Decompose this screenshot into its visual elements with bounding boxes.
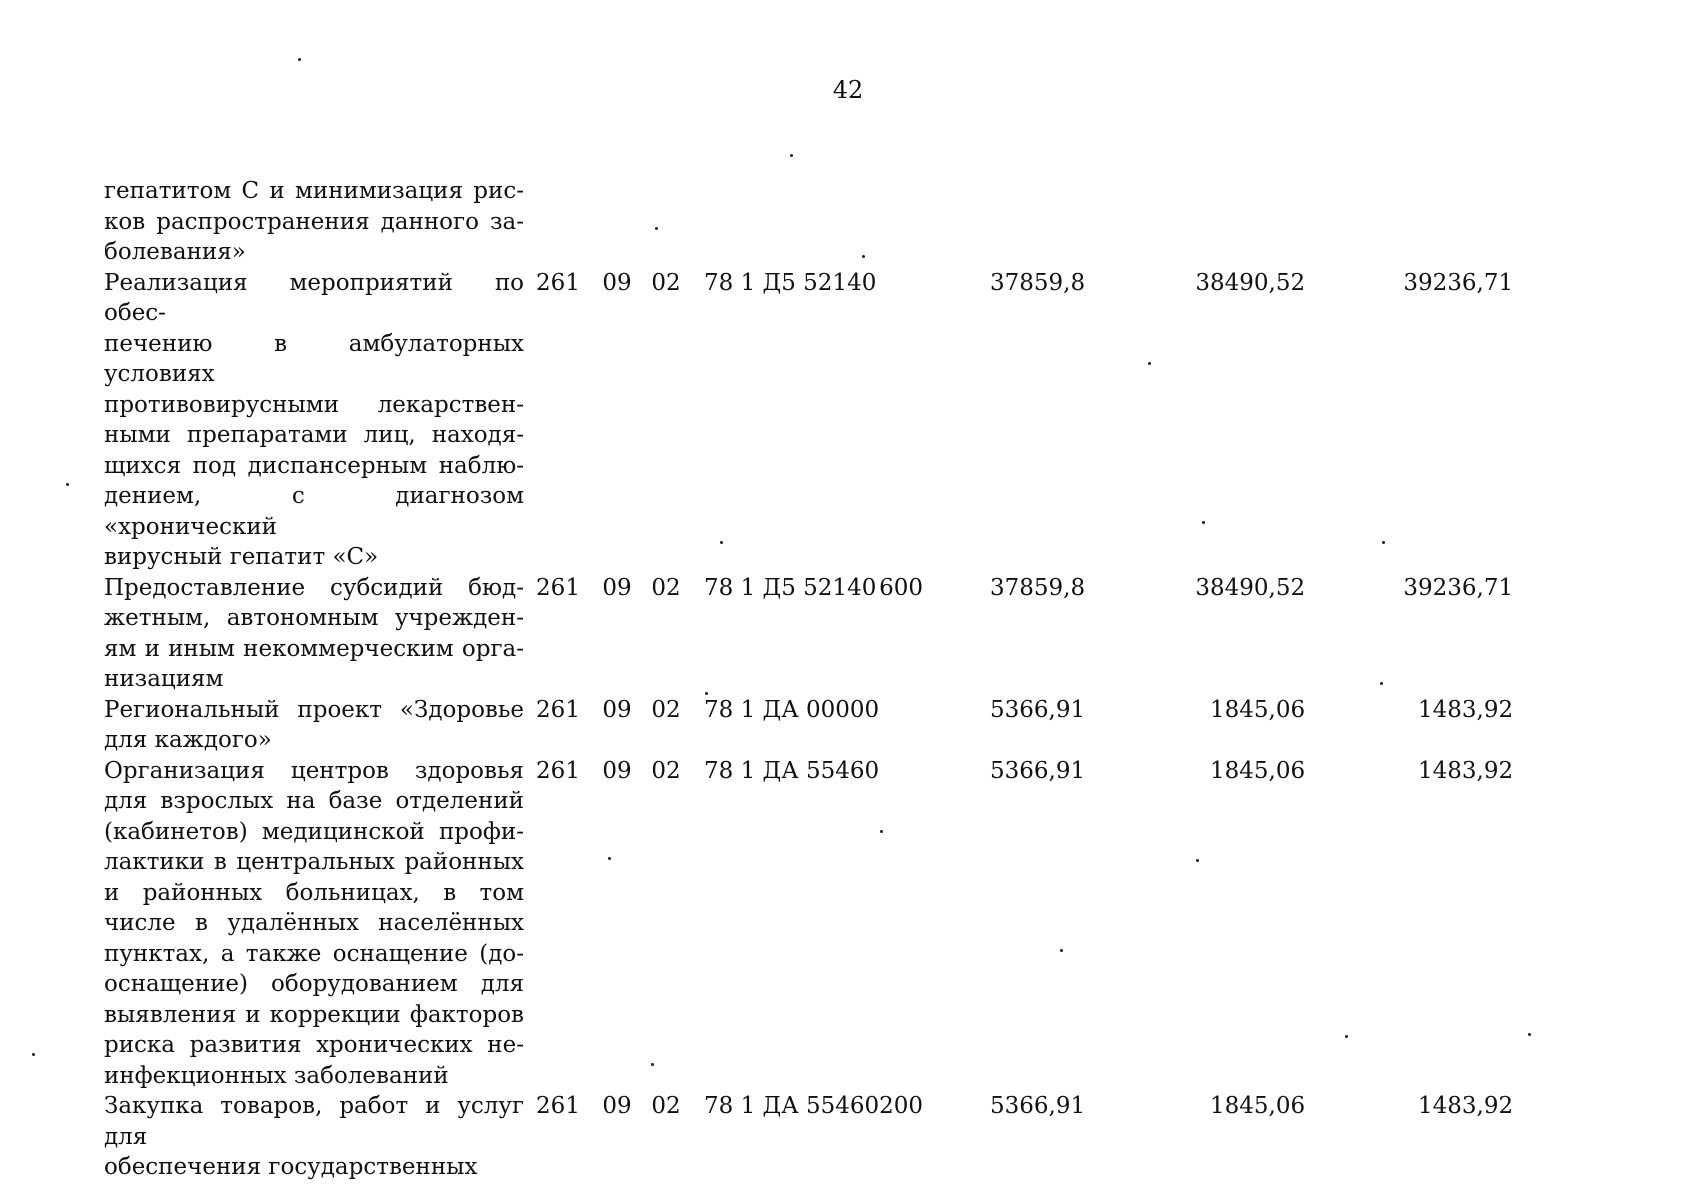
target-article-cell: 78 1 Д5 52140 [704, 574, 877, 601]
scan-speck [1382, 541, 1385, 544]
table-row [104, 573, 1513, 695]
scan-speck [1202, 521, 1205, 524]
amount-year1-cell: 37859,8 [990, 574, 1086, 601]
item-name-cell [104, 176, 524, 268]
section-code-cell: 09 [602, 574, 632, 601]
item-name-line: гепатитом С и минимизация рис- [104, 178, 524, 204]
scan-speck [1380, 682, 1383, 685]
subsection-code-cell [642, 176, 690, 268]
budget-table [104, 176, 1513, 1183]
item-name-line: противовирусными лекарствен- [104, 391, 524, 418]
amount-year3-cell: 1483,92 [1418, 696, 1514, 723]
amount-year3-cell [1305, 176, 1513, 268]
target-article-cell: 78 1 ДА 55460 [704, 1093, 880, 1119]
expense-type-cell: 600 [879, 574, 924, 601]
amount-year3-cell: 39236,71 [1403, 574, 1514, 601]
amount-year3-cell: 1483,92 [1418, 1093, 1514, 1119]
section-code-cell [592, 176, 642, 268]
scan-speck [1196, 859, 1199, 862]
item-name-line: для каждого» [104, 727, 272, 753]
subsection-code-cell: 02 [651, 696, 681, 723]
item-name-line: пунктах, а также оснащение (до- [104, 940, 524, 967]
item-name-line: Предоставление субсидий бюд- [104, 574, 524, 601]
amount-year2-cell: 1845,06 [1210, 696, 1306, 723]
amount-year1-cell: 5366,91 [990, 696, 1086, 723]
item-name-line: Закупка товаров, работ и услуг для [104, 1093, 524, 1150]
admin-code-cell: 261 [536, 757, 580, 784]
subsection-code-cell: 02 [651, 757, 681, 784]
scan-speck [720, 541, 723, 544]
scan-speck [608, 857, 611, 860]
item-name-line: вирусный гепатит «С» [104, 544, 379, 570]
admin-code-cell: 261 [536, 574, 580, 601]
item-name-line: ков распространения данного за- [104, 208, 524, 235]
expense-type-cell [879, 176, 927, 268]
item-name-line: выявления и коррекции факторов [104, 1001, 524, 1028]
table-row [104, 268, 1513, 573]
amount-year1-cell: 5366,91 [990, 1093, 1086, 1119]
target-article-cell: 78 1 ДА 00000 [704, 696, 880, 723]
amount-year1-cell: 37859,8 [990, 269, 1086, 296]
target-article-cell [690, 176, 879, 268]
scan-speck [790, 154, 793, 157]
table-row [104, 176, 1513, 268]
admin-code-cell: 261 [536, 1093, 580, 1119]
scan-speck [298, 58, 301, 61]
scan-speck [32, 1053, 35, 1056]
item-name-line: для взрослых на базе отделений [104, 788, 524, 814]
page-number: 42 [832, 76, 864, 104]
item-name-cell [104, 268, 524, 573]
item-name-cell [104, 756, 524, 1092]
target-article-cell: 78 1 ДА 55460 [704, 757, 880, 784]
section-code-cell: 09 [602, 269, 632, 296]
amount-year2-cell: 38490,52 [1195, 269, 1306, 296]
budget-table-body [104, 176, 1513, 1183]
subsection-code-cell: 02 [651, 574, 681, 601]
table-row [104, 695, 1513, 756]
table-row [104, 756, 1513, 1092]
expense-type-cell [879, 695, 927, 756]
item-name-line: Организация центров здоровья [104, 757, 524, 784]
admin-code-cell [524, 176, 592, 268]
amount-year3-cell: 39236,71 [1403, 269, 1514, 296]
item-name-line: болевания» [104, 239, 246, 265]
admin-code-cell: 261 [536, 269, 580, 296]
item-name-cell [104, 573, 524, 695]
amount-year2-cell: 1845,06 [1210, 757, 1306, 784]
section-code-cell: 09 [602, 696, 632, 723]
item-name-line: числе в удалённых населённых [104, 910, 524, 936]
amount-year2-cell: 38490,52 [1195, 574, 1306, 601]
scan-speck [651, 1063, 654, 1066]
scan-speck [1528, 1033, 1531, 1036]
item-name-line: ными препаратами лиц, находя- [104, 422, 524, 448]
scan-speck [1148, 362, 1151, 365]
scan-speck [862, 255, 865, 258]
item-name-line: риска развития хронических не- [104, 1032, 524, 1058]
expense-type-cell [879, 756, 927, 1092]
item-name-line: ям и иным некоммерческим орга- [104, 635, 524, 662]
item-name-line: жетным, автономным учрежден- [104, 605, 524, 631]
section-code-cell: 09 [602, 757, 632, 784]
item-name-line: инфекционных заболеваний [104, 1062, 449, 1089]
item-name-line: Реализация мероприятий по обес- [104, 269, 524, 326]
item-name-line: низациям [104, 666, 224, 692]
expense-type-cell: 200 [879, 1093, 924, 1119]
item-name-line: и районных больницах, в том [104, 879, 524, 906]
scan-speck [1345, 1035, 1348, 1038]
table-row [104, 1091, 1513, 1183]
amount-year2-cell: 1845,06 [1210, 1093, 1306, 1119]
amount-year3-cell: 1483,92 [1418, 757, 1514, 784]
item-name-line: щихся под диспансерным наблю- [104, 452, 524, 479]
amount-year1-cell [927, 176, 1085, 268]
item-name-cell [104, 1091, 524, 1183]
scan-speck [705, 692, 708, 695]
subsection-code-cell: 02 [651, 1093, 681, 1119]
item-name-line: дением, с диагнозом «хронический [104, 483, 524, 540]
item-name-line: (кабинетов) медицинской профи- [104, 818, 524, 845]
subsection-code-cell: 02 [651, 269, 681, 296]
amount-year1-cell: 5366,91 [990, 757, 1086, 784]
target-article-cell: 78 1 Д5 52140 [704, 269, 877, 296]
item-name-line: печению в амбулаторных условиях [104, 330, 524, 387]
item-name-line: обеспечения государственных [104, 1154, 478, 1180]
section-code-cell: 09 [602, 1093, 632, 1119]
scan-speck [880, 830, 883, 833]
item-name-line: оснащение) оборудованием для [104, 971, 524, 997]
scan-speck [1060, 949, 1063, 952]
admin-code-cell: 261 [536, 696, 580, 723]
amount-year2-cell [1085, 176, 1305, 268]
scan-speck [66, 483, 69, 486]
scan-speck [655, 227, 658, 230]
item-name-cell [104, 695, 524, 756]
item-name-line: Региональный проект «Здоровье [104, 696, 524, 723]
expense-type-cell [879, 268, 927, 573]
item-name-line: лактики в центральных районных [104, 849, 524, 875]
